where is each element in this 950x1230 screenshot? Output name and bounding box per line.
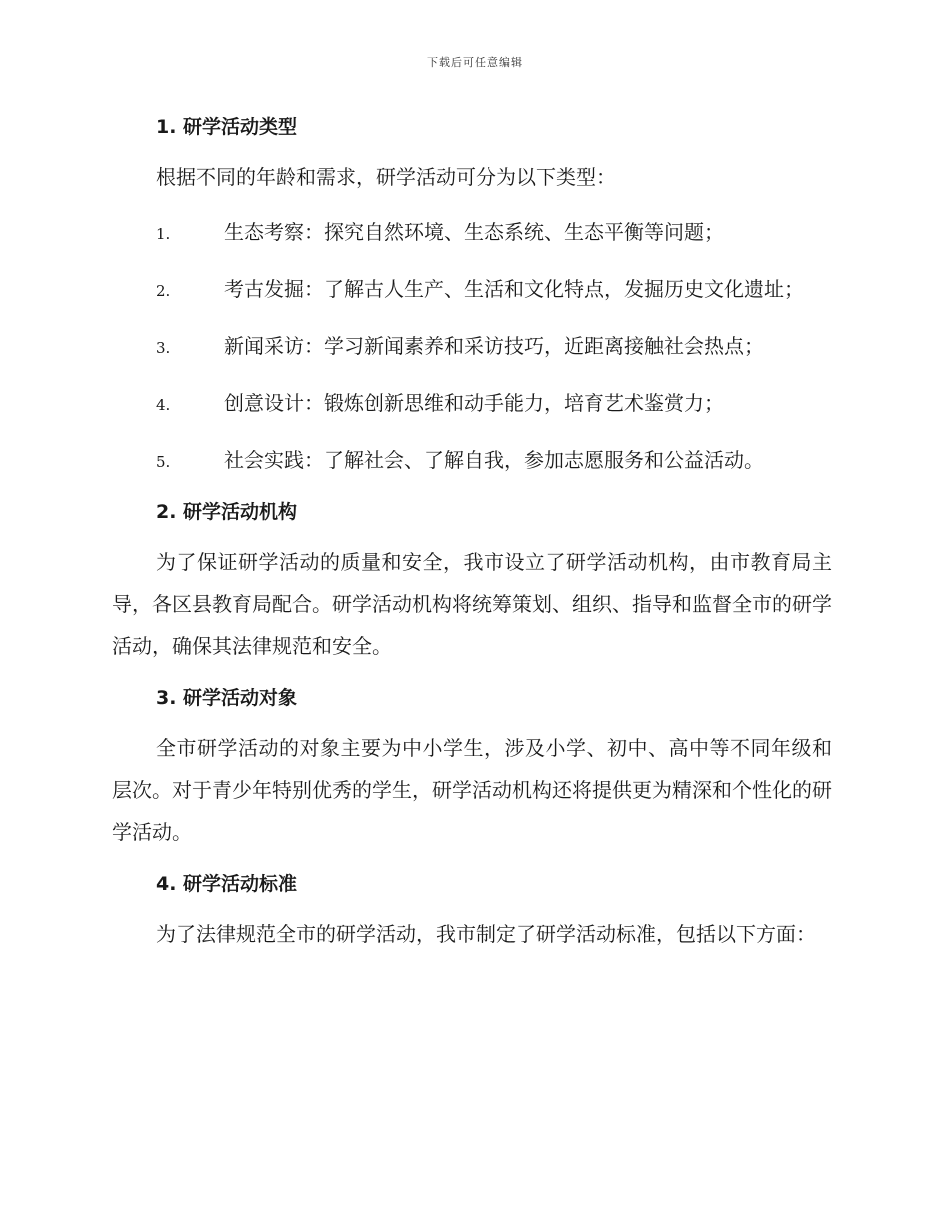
- list-item: [112, 325, 832, 369]
- list-item: [112, 439, 832, 483]
- activity-type-list: [112, 211, 832, 483]
- section-body-organization: 为了保证研学活动的质量和安全，我市设立了研学活动机构，由市教育局主导，各区县教育局配合。研学活动机构将统筹策划、组织、指导和监督全市的研学活动，确保其法律规范和安全。: [112, 550, 832, 658]
- list-item-number: 2.: [156, 282, 171, 300]
- section-intro-types: 根据不同的年龄和需求，研学活动可分为以下类型：: [156, 165, 616, 189]
- document-body: [112, 112, 832, 955]
- list-item-text: 新闻采访：学习新闻素养和采访技巧，近距离接触社会热点；: [224, 334, 764, 358]
- section-body-audience: 全市研学活动的对象主要为中小学生，涉及小学、初中、高中等不同年级和层次。对于青少年特别优秀的学生，研学活动机构还将提供更为精深和个性化的研学活动。: [112, 736, 832, 844]
- list-item-text: 生态考察：探究自然环境、生态系统、生态平衡等问题；: [224, 220, 724, 244]
- list-item-number: 4.: [156, 396, 171, 414]
- section-heading-organization: 2. 研学活动机构: [156, 501, 298, 523]
- list-item: [112, 268, 832, 312]
- page-header-note: 下载后可任意编辑: [427, 56, 523, 69]
- section-heading-audience: 3. 研学活动对象: [156, 687, 298, 709]
- section-heading-types: 1. 研学活动类型: [156, 116, 298, 138]
- section-body-standards: 为了法律规范全市的研学活动，我市制定了研学活动标准，包括以下方面：: [156, 922, 816, 946]
- list-item-number: 1.: [156, 225, 171, 243]
- list-item: [112, 382, 832, 426]
- list-item-text: 创意设计：锻炼创新思维和动手能力，培育艺术鉴赏力；: [224, 391, 724, 415]
- list-item: [112, 211, 832, 255]
- list-item-text: 考古发掘：了解古人生产、生活和文化特点，发掘历史文化遗址；: [224, 277, 804, 301]
- list-item-number: 3.: [156, 339, 171, 357]
- section-heading-standards: 4. 研学活动标准: [156, 873, 298, 895]
- list-item-number: 5.: [156, 453, 171, 471]
- list-item-text: 社会实践：了解社会、了解自我，参加志愿服务和公益活动。: [224, 448, 764, 472]
